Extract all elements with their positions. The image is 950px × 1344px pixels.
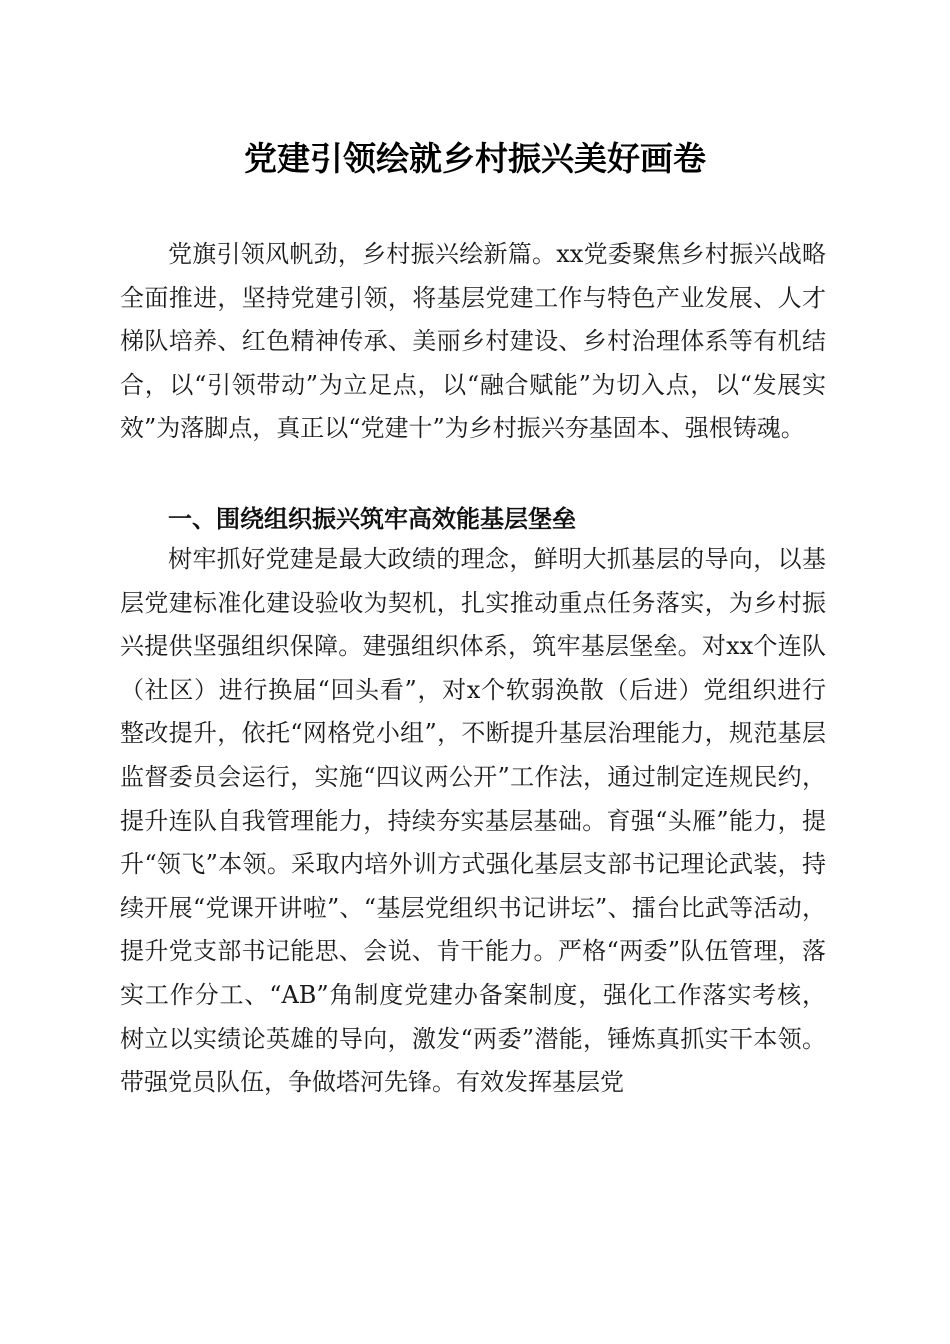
section-1-paragraph: 树牢抓好党建是最大政绩的理念，鲜明大抓基层的导向，以基层党建标准化建设验收为契机，扎实推动重点任务落实，为乡村振兴提供坚强组织保障。建强组织体系，筑牢基层堡垒。对xx个连队（社区）进行换届“回头看”，对x个软弱涣散（后进）党组织进行整改提升，依托“网格党小组”，不断提升基层治理能力，规范基层监督委员会运行，实施“四议两公开”工作法，通过制定连规民约，提升连队自我管理能力，持续夯实基层基础。育强“头雁”能力，提升“领飞”本领。采取内培外训方式强化基层支部书记理论武装，持续开展“党课开讲啦”、“基层党组织书记讲坛”、擂台比武等活动，提升党支部书记能思、会说、肯干能力。严格“两委”队伍管理，落实工作分工、“AB”角制度党建办备案制度，强化工作落实考核，树立以实绩论英雄的导向，激发“两委”潜能，锤炼真抓实干本领。带强党员队伍，争做塔河先锋。有效发挥基层党 bbox=[120, 545, 826, 1097]
section-heading-1: 一、围绕组织振兴筑牢高效能基层堡垒 bbox=[168, 505, 576, 533]
document-title: 党建引领绘就乡村振兴美好画卷 bbox=[244, 139, 706, 178]
intro-paragraph: 党旗引领风帆劲，乡村振兴绘新篇。xx党委聚焦乡村振兴战略全面推进，坚持党建引领，将基层党建工作与特色产业发展、人才梯队培养、红色精神传承、美丽乡村建设、乡村治理体系等有机结合，以“引领带动”为立足点，以“融合赋能”为切入点，以“发展实效”为落脚点，真正以“党建十”为乡村振兴夯基固本、强根铸魂。 bbox=[120, 240, 826, 443]
